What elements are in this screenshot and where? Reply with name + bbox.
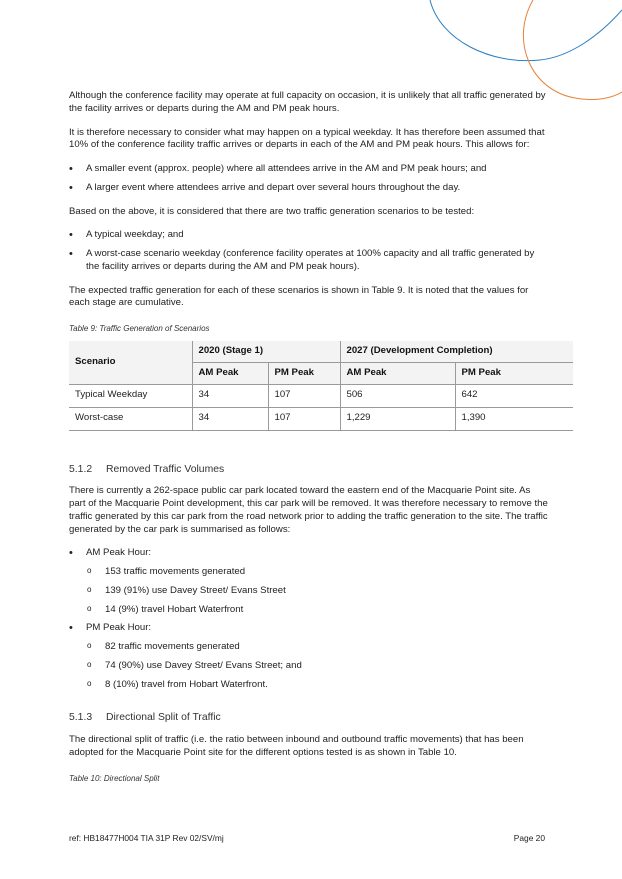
cell-scenario: Typical Weekday	[69, 384, 192, 407]
paragraph-scenarios-intro: Based on the above, it is considered that there are two traffic generation scenarios to be tested:	[69, 205, 475, 217]
sub-list-item: o 14 (9%) travel Hobart Waterfront	[86, 604, 549, 617]
header-am-peak: AM Peak	[192, 362, 268, 384]
sub-list-item: o 8 (10%) travel from Hobart Waterfront.	[86, 679, 549, 692]
allow-list	[69, 163, 549, 195]
cell-value: 34	[192, 407, 268, 430]
header-group-2027: 2027 (Development Completion)	[340, 341, 573, 363]
scenario-list	[69, 229, 549, 273]
table-row	[69, 407, 573, 430]
pm-peak-label: PM Peak Hour:	[86, 622, 152, 634]
table10-caption: Table 10: Directional Split	[69, 773, 160, 783]
list-item-am-peak	[69, 547, 549, 616]
am-peak-sublist	[86, 566, 549, 616]
section-title: Removed Traffic Volumes	[106, 463, 225, 475]
page-number: Page 20	[513, 833, 545, 843]
paragraph-directional-split: The directional split of traffic (i.e. the ratio between inbound and outbound traffic movements) that has been adopted for the Macquarie Point site for the different options tested is as shown in Table 10.	[69, 734, 524, 759]
section-heading-5-1-3	[69, 711, 549, 725]
am-peak-label: AM Peak Hour:	[86, 547, 152, 559]
sub-list-item: o 153 traffic movements generated	[86, 566, 549, 579]
list-item-pm-peak	[69, 622, 549, 691]
sub-list-item: o 74 (90%) use Davey Street/ Evans Street; and	[86, 660, 549, 673]
header-pm-peak: PM Peak	[268, 362, 340, 384]
document-reference: ref: HB18477H004 TIA 31P Rev 02/SV/mj	[69, 833, 224, 843]
cell-value: 107	[268, 407, 340, 430]
decor-blue-arc	[430, 0, 622, 61]
section-number: 5.1.2	[69, 463, 93, 475]
paragraph-assumption: It is therefore necessary to consider what may happen on a typical weekday. It has therefore been assumed that 10% of the conference facility traffic arrives or departs in each of the AM and PM peak hours. This allows for:	[69, 126, 545, 151]
section-title: Directional Split of Traffic	[106, 712, 221, 724]
cell-value: 642	[455, 384, 573, 407]
sub-list-item: o 139 (91%) use Davey Street/ Evans Street	[86, 585, 549, 598]
peak-hour-list	[69, 547, 549, 691]
cell-value: 107	[268, 384, 340, 407]
section-heading-5-1-2	[69, 463, 549, 477]
list-item: • A worst-case scenario weekday (conference facility operates at 100% capacity and all traffic generated by the facility arrives or departs during the AM and PM peak hours).	[69, 248, 549, 274]
cell-value: 1,390	[455, 407, 573, 430]
cell-scenario: Worst-case	[69, 407, 192, 430]
pm-peak-sublist	[86, 641, 549, 691]
sub-list-item: o 82 traffic movements generated	[86, 641, 549, 654]
paragraph-car-park: There is currently a 262-space public car park located toward the eastern end of the Macquarie Point site. As part of the Macquarie Point development, this car park will be removed. It was therefore necessary to remove the traffic generated by this car park from the road network prior to adding the traffic generation to the site. The traffic generated by the car park is summarised as follows:	[69, 485, 548, 535]
cell-value: 506	[340, 384, 455, 407]
table9-traffic-generation	[69, 341, 573, 431]
page-content	[69, 90, 549, 790]
table-row	[69, 384, 573, 407]
header-am-peak: AM Peak	[340, 362, 455, 384]
paragraph-capacity: Although the conference facility may operate at full capacity on occasion, it is unlikely that all traffic generated by the facility arrives or departs during the AM and PM peak hours.	[69, 90, 546, 114]
header-scenario: Scenario	[69, 341, 192, 385]
header-group-2020: 2020 (Stage 1)	[192, 341, 340, 363]
header-pm-peak: PM Peak	[455, 362, 573, 384]
list-item: • A larger event where attendees arrive and depart over several hours throughout the day.	[69, 182, 549, 195]
cell-value: 34	[192, 384, 268, 407]
list-item: • A smaller event (approx. people) where all attendees arrive in the AM and PM peak hours; and	[69, 163, 549, 176]
cell-value: 1,229	[340, 407, 455, 430]
paragraph-table9-intro: The expected traffic generation for each of these scenarios is shown in Table 9. It is noted that the values for each stage are cumulative.	[69, 284, 529, 309]
list-item: • A typical weekday; and	[69, 229, 549, 242]
section-number: 5.1.3	[69, 712, 93, 724]
table9-caption: Table 9: Traffic Generation of Scenarios	[69, 324, 210, 333]
